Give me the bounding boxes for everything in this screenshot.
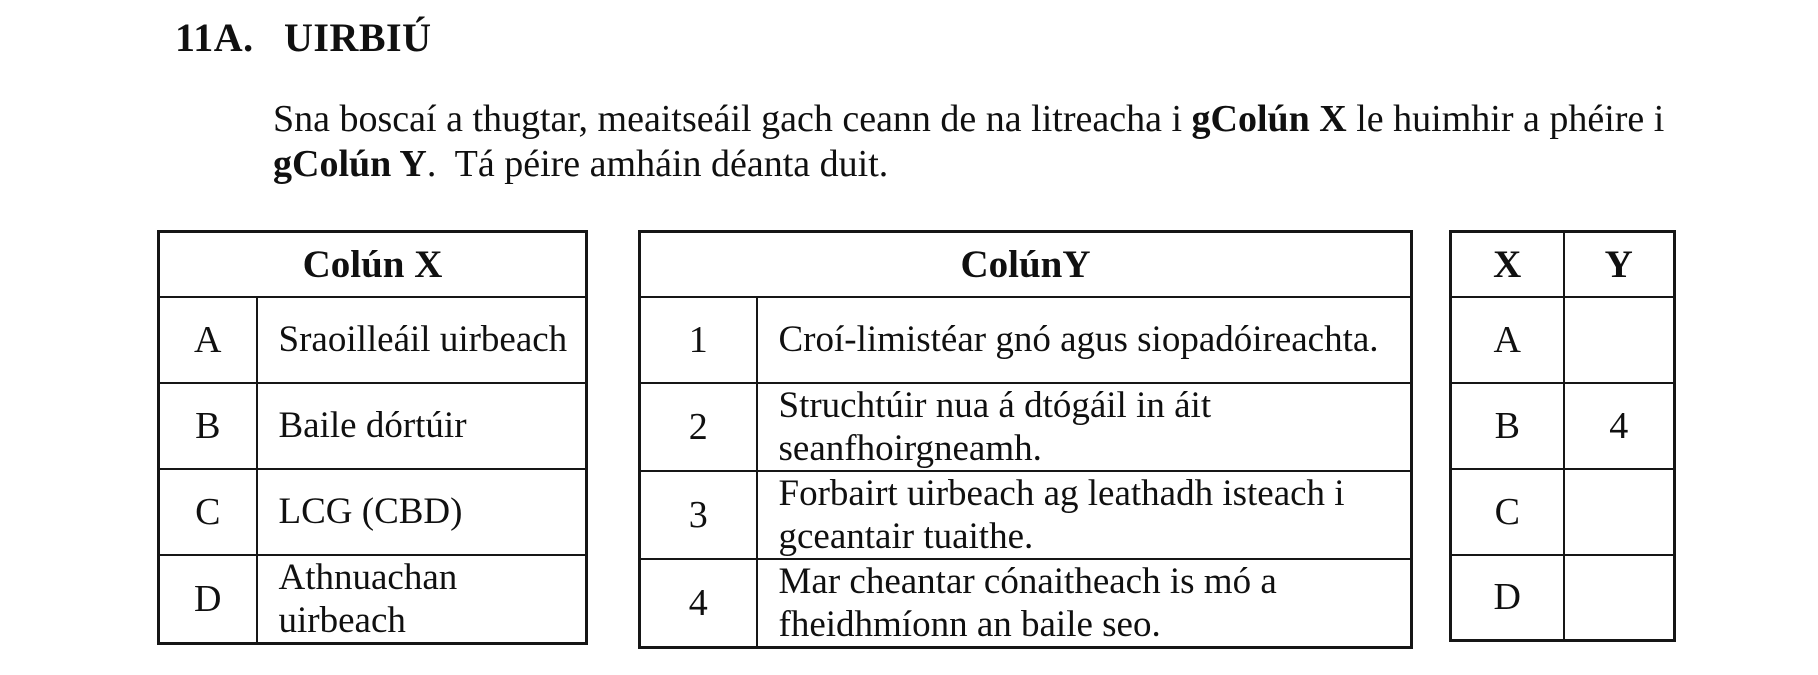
answer-value-cell xyxy=(1564,297,1675,383)
instructions-text-3: . Tá péire amháin déanta duit. xyxy=(426,143,889,185)
table-row xyxy=(159,469,587,555)
coly-number-cell: 2 xyxy=(640,383,757,471)
coly-text-cell: Croí-limistéar gnó agus siopadóireachta. xyxy=(757,297,1412,383)
colx-text-line: uirbeach xyxy=(278,599,406,641)
coly-text-cell: Forbairt uirbeach ag leathadh isteach i gceantair tuaithe. xyxy=(757,471,1412,559)
answer-value-cell xyxy=(1564,469,1675,555)
colx-text-cell xyxy=(257,555,587,644)
colx-letter-cell: B xyxy=(159,383,257,469)
question-title: UIRBIÚ xyxy=(284,15,432,60)
table-row xyxy=(159,297,587,383)
answer-header-x: X xyxy=(1451,232,1564,297)
answer-value-cell: 4 xyxy=(1564,383,1675,469)
colx-text-line: Athnuachan xyxy=(278,556,458,598)
coly-number-cell: 3 xyxy=(640,471,757,559)
answer-letter-cell: B xyxy=(1451,383,1564,469)
colx-letter-cell: A xyxy=(159,297,257,383)
table-row xyxy=(1451,555,1675,641)
table-row xyxy=(640,559,1412,648)
coly-number-cell: 4 xyxy=(640,559,757,648)
instructions-text-2: le huimhir a phéire i xyxy=(1346,98,1665,140)
table-row xyxy=(159,555,587,644)
instructions-bold-column-y: gColún Y xyxy=(273,143,427,185)
column-y-header: ColúnY xyxy=(640,232,1412,297)
column-x-header: Colún X xyxy=(159,232,587,297)
table-row xyxy=(159,383,587,469)
coly-text-cell: Struchtúir nua á dtógáil in áit seanfhoirgneamh. xyxy=(757,383,1412,471)
table-row xyxy=(640,471,1412,559)
table-row xyxy=(640,383,1412,471)
answer-header-y: Y xyxy=(1564,232,1675,297)
table-row xyxy=(1451,297,1675,383)
instructions-text-1: Sna boscaí a thugtar, meaitseáil gach ceann de na litreacha i xyxy=(273,98,1192,140)
answer-letter-cell: D xyxy=(1451,555,1564,641)
instructions-bold-column-x: gColún X xyxy=(1191,98,1347,140)
colx-text-cell: Baile dórtúir xyxy=(257,383,587,469)
colx-letter-cell: C xyxy=(159,469,257,555)
answer-letter-cell: C xyxy=(1451,469,1564,555)
column-y-table xyxy=(638,230,1413,649)
answer-table xyxy=(1449,230,1676,642)
question-number: 11A. xyxy=(175,15,254,60)
colx-text-cell: Sraoilleáil uirbeach xyxy=(257,297,587,383)
colx-letter-cell: D xyxy=(159,555,257,644)
table-row xyxy=(1451,469,1675,555)
answer-letter-cell: A xyxy=(1451,297,1564,383)
instructions-paragraph xyxy=(273,97,1793,187)
column-x-table xyxy=(157,230,588,645)
answer-value-cell xyxy=(1564,555,1675,641)
coly-number-cell: 1 xyxy=(640,297,757,383)
table-row xyxy=(640,297,1412,383)
colx-text-cell: LCG (CBD) xyxy=(257,469,587,555)
table-row xyxy=(1451,383,1675,469)
coly-text-cell: Mar cheantar cónaitheach is mó a fheidhmíonn an baile seo. xyxy=(757,559,1412,648)
